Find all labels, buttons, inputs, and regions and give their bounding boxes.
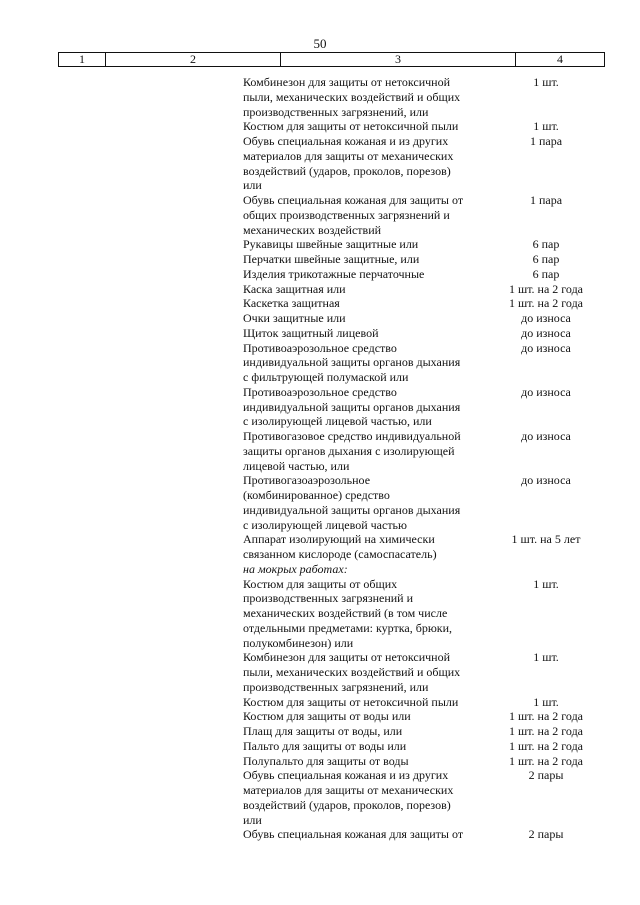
table-row — [0, 326, 640, 341]
table-row — [0, 724, 640, 739]
item-name-line: пыли, механических воздействий и общих — [243, 665, 461, 679]
item-quantity: 1 шт. — [533, 576, 559, 591]
table-row — [0, 695, 640, 710]
item-quantity: 1 шт. на 2 года — [508, 738, 584, 753]
table-row — [0, 119, 640, 134]
item-name-line: или — [243, 812, 262, 827]
item-name-line: Костюм для защиты от воды или — [243, 709, 411, 724]
item-name-line: механических воздействий (в том числе — [243, 606, 448, 620]
header-col-4: 4 — [557, 52, 563, 66]
item-quantity: 1 шт. на 2 года — [508, 281, 584, 296]
table-row — [0, 562, 640, 577]
item-quantity: 6 пар — [532, 266, 560, 281]
item-quantity — [487, 562, 605, 577]
item-name-line: Каскетка защитная — [243, 296, 340, 311]
item-name-line: Аппарат изолирующий на химически — [243, 532, 435, 547]
item-name — [243, 827, 487, 842]
item-quantity: 2 пары — [528, 768, 564, 783]
table-row — [0, 532, 640, 562]
item-name-line: Пальто для защиты от воды или — [243, 738, 407, 753]
item-name-line: Комбинезон для защиты от нетоксичной — [243, 75, 451, 89]
item-name — [243, 768, 487, 827]
item-quantity: 1 пара — [529, 193, 563, 207]
item-name-line: Обувь специальная кожаная и из других — [243, 768, 449, 783]
table-row — [0, 296, 640, 311]
item-name-line: индивидуальной защиты органов дыхания — [243, 399, 461, 414]
item-name — [243, 252, 487, 267]
item-name — [243, 237, 487, 252]
header-col-3: 3 — [281, 53, 516, 66]
item-name — [243, 326, 487, 341]
item-name-line: материалов для защиты от механических — [243, 783, 454, 797]
item-name-line: Перчатки швейные защитные, или — [243, 252, 420, 266]
item-quantity: 1 пара — [529, 134, 563, 148]
item-quantity: 2 пары — [528, 827, 564, 842]
item-name-line: производственных загрязнений и — [243, 591, 414, 606]
item-name — [243, 754, 487, 769]
item-name — [243, 429, 487, 473]
item-name — [243, 695, 487, 710]
item-quantity: до износа — [521, 311, 571, 325]
item-name-line: Костюм для защиты от нетоксичной пыли — [243, 694, 459, 709]
item-name-line: Плащ для защиты от воды, или — [243, 724, 403, 738]
table-row — [0, 709, 640, 724]
table-row — [0, 252, 640, 267]
item-name-line: Обувь специальная кожаная для защиты от — [243, 193, 464, 207]
item-quantity: до износа — [521, 340, 571, 355]
item-name-line: производственных загрязнений, или — [243, 104, 429, 119]
table-body — [0, 75, 640, 842]
table-row — [0, 282, 640, 297]
item-name-line: отдельными предметами: куртка, брюки, — [243, 620, 453, 635]
item-quantity: до износа — [521, 429, 571, 443]
item-quantity: 1 шт. на 5 лет — [511, 532, 581, 547]
item-name-line: Костюм для защиты от нетоксичной пыли — [243, 119, 459, 134]
table-row — [0, 75, 640, 119]
item-quantity: до износа — [521, 384, 571, 399]
item-quantity: 1 шт. на 2 года — [508, 724, 584, 738]
item-name-line: Обувь специальная кожаная и из других — [243, 134, 449, 148]
item-name — [243, 562, 487, 577]
item-name-line: Щиток защитный лицевой — [243, 325, 379, 340]
item-name — [243, 709, 487, 724]
item-quantity: до износа — [521, 473, 571, 488]
item-name-line: с фильтрующей полумаской или — [243, 370, 409, 384]
item-name — [243, 134, 487, 193]
item-quantity: 6 пар — [532, 252, 560, 266]
item-name-line: Каска защитная или — [243, 281, 346, 296]
item-quantity: до износа — [521, 325, 571, 340]
table-row — [0, 311, 640, 326]
item-name-line: с изолирующей лицевой частью, или — [243, 414, 432, 429]
item-name-line: воздействий (ударов, проколов, порезов) — [243, 163, 451, 178]
item-name — [243, 193, 487, 237]
header-col-2: 2 — [106, 53, 281, 66]
table-row — [0, 754, 640, 769]
item-name-line: или — [243, 178, 262, 193]
item-quantity: 6 пар — [532, 237, 560, 252]
item-name — [243, 341, 487, 385]
item-name-line: индивидуальной защиты органов дыхания — [243, 502, 461, 517]
item-name — [243, 75, 487, 119]
table-row — [0, 134, 640, 193]
item-name — [243, 532, 487, 562]
item-name — [243, 267, 487, 282]
table-row — [0, 577, 640, 651]
item-name-line: Комбинезон для защиты от нетоксичной — [243, 650, 451, 665]
item-name-line: Противоаэрозольное средство — [243, 340, 397, 355]
item-name-line: лицевой частью, или — [243, 458, 350, 473]
item-name — [243, 577, 487, 651]
item-name-line: Противогазоаэрозольное — [243, 473, 371, 488]
table-row — [0, 739, 640, 754]
item-name-line: Костюм для защиты от общих — [243, 576, 398, 591]
item-name — [243, 282, 487, 297]
item-name — [243, 650, 487, 694]
table-row — [0, 473, 640, 532]
table-header-row — [58, 52, 605, 67]
table-row — [0, 429, 640, 473]
item-name-line: Противоаэрозольное средство — [243, 384, 397, 399]
item-name-line: производственных загрязнений, или — [243, 679, 429, 694]
table-row — [0, 768, 640, 827]
item-quantity: 1 шт. — [533, 75, 559, 89]
item-name-line: связанном кислороде (самоспасатель) — [243, 547, 437, 561]
item-name-line: защиты органов дыхания с изолирующей — [243, 443, 455, 458]
table-row — [0, 650, 640, 694]
item-name-line: Рукавицы швейные защитные или — [243, 237, 419, 252]
item-name — [243, 311, 487, 326]
item-name-line: с изолирующей лицевой частью — [243, 517, 407, 532]
table-row — [0, 267, 640, 282]
item-name-line: на мокрых работах: — [243, 561, 348, 576]
table-row — [0, 341, 640, 385]
item-quantity: 1 шт. — [533, 694, 559, 709]
item-name-line: Очки защитные или — [243, 311, 346, 325]
item-name — [243, 739, 487, 754]
item-name — [243, 385, 487, 429]
item-name-line: воздействий (ударов, проколов, порезов) — [243, 797, 451, 812]
item-name — [243, 296, 487, 311]
header-col-1: 1 — [59, 53, 106, 66]
item-name — [243, 473, 487, 532]
item-quantity: 1 шт. на 2 года — [508, 709, 584, 724]
table-row — [0, 827, 640, 842]
item-name-line: Обувь специальная кожаная для защиты от — [243, 827, 464, 842]
item-name-line: Полупальто для защиты от воды — [243, 753, 409, 768]
item-name-line: (комбинированное) средство — [243, 488, 390, 502]
item-name — [243, 724, 487, 739]
item-name-line: материалов для защиты от механических — [243, 148, 454, 163]
item-name-line: пыли, механических воздействий и общих — [243, 89, 461, 104]
item-name-line: общих производственных загрязнений и — [243, 207, 450, 222]
item-name-line: полукомбинезон) или — [243, 635, 354, 650]
item-name-line: Изделия трикотажные перчаточные — [243, 266, 425, 281]
item-name-line: Противогазовое средство индивидуальной — [243, 429, 461, 443]
item-name — [243, 119, 487, 134]
page-number: 50 — [313, 36, 327, 51]
item-quantity: 1 шт. на 2 года — [508, 753, 584, 768]
item-quantity: 1 шт. — [533, 119, 559, 134]
item-quantity: 1 шт. на 2 года — [508, 296, 584, 311]
table-row — [0, 237, 640, 252]
table-row — [0, 193, 640, 237]
item-quantity: 1 шт. — [533, 650, 559, 665]
table-row — [0, 385, 640, 429]
item-name-line: индивидуальной защиты органов дыхания — [243, 355, 461, 370]
item-name-line: механических воздействий — [243, 222, 382, 237]
